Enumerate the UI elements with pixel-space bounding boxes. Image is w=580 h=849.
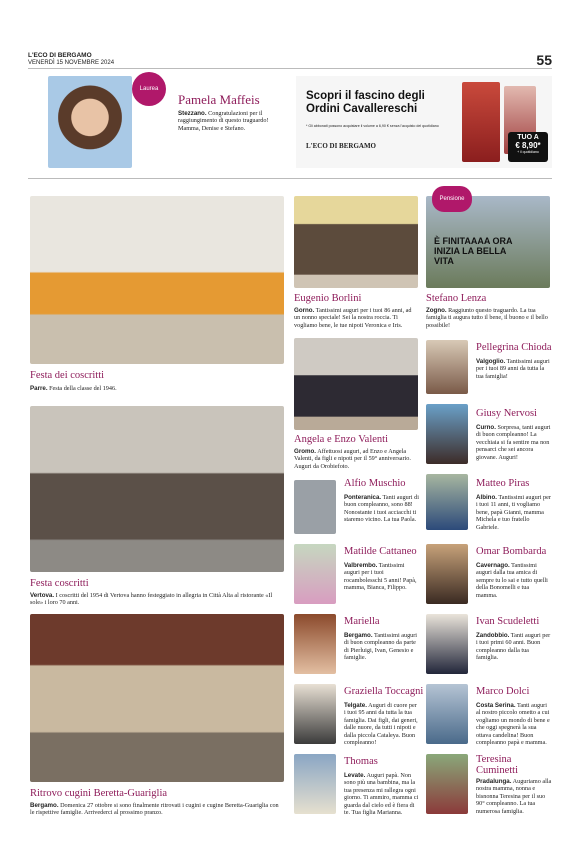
right-small-0-town: Valgoglio. <box>476 358 506 365</box>
dolci-photo <box>426 684 468 744</box>
right-small-3-town: Cavernago. <box>476 562 510 569</box>
left-item-0-name: Festa dei coscritti <box>30 370 105 381</box>
piras-photo <box>426 474 468 530</box>
left-item-1-text <box>30 592 284 607</box>
right-small-2-name: Matteo Piras <box>476 478 530 489</box>
right-small-5-town: Costa Serina. <box>476 702 516 709</box>
right-small-4-town: Zandobbio. <box>476 632 510 639</box>
left-item-2-name: Ritrovo cugini Beretta-Guariglia <box>30 788 168 799</box>
mid-item-1-town: Gromo. <box>294 448 317 455</box>
laurea-badge-label: Laurea <box>139 86 159 92</box>
mid-small-1-text <box>344 562 420 592</box>
lenza-body: Raggiunto questo traguardo. La tua famiglia ti augura tutto il bene, il buono e il bello possibile! <box>426 307 548 329</box>
lenza-text <box>426 307 550 329</box>
pensione-badge-label: Pensione <box>439 196 465 202</box>
price-badge <box>508 132 548 162</box>
mid-small-4-text <box>344 772 420 816</box>
nervosi-photo <box>426 404 468 464</box>
price-note: + il quotidiano <box>517 150 539 154</box>
price-value: € 8,90* <box>515 141 541 150</box>
valenti-photo <box>294 338 418 430</box>
thomas-photo <box>294 754 336 814</box>
section-rule <box>28 178 552 179</box>
ad-title: Scopri il fascino degli Ordini Cavallereschi <box>306 90 425 115</box>
right-small-3-name: Omar Bombarda <box>476 546 547 557</box>
right-small-3-text <box>476 562 552 599</box>
mid-small-4-name: Thomas <box>344 756 378 767</box>
mid-small-2-town: Bergamo. <box>344 632 373 639</box>
chioda-photo <box>426 340 468 394</box>
right-small-6-text <box>476 778 552 815</box>
graduate-message <box>178 110 282 132</box>
left-item-0-town: Parre. <box>30 385 48 392</box>
graduate-name: Pamela Maffeis <box>178 92 260 107</box>
right-small-6-town: Pradalunga. <box>476 778 512 785</box>
cugini-photo <box>30 614 284 782</box>
mid-item-0-body: Tantissimi auguri per i tuoi 86 anni, ad un nonno speciale! Sei la nostra roccia. Ti vogliamo bene, le tue nipoti Veronica e Iris. <box>294 307 412 329</box>
left-item-0-text <box>30 385 284 392</box>
cuminetti-photo <box>426 754 468 814</box>
books-ad[interactable] <box>296 76 552 168</box>
right-small-3-body: Tantissimi auguri dalla tua amica di sempre tu lo sai e tutto quelli della Bonomelli e tua mamma. <box>476 562 548 599</box>
book-cover-1 <box>462 82 500 162</box>
right-small-0-text <box>476 358 552 380</box>
newspaper-name: L'ECO DI BERGAMO <box>28 52 92 59</box>
right-small-4-body: Tanti auguri per i tuoi primi 60 anni. Buon compleanno dalla tua famiglia. <box>476 632 551 662</box>
pensione-badge <box>432 186 472 212</box>
right-small-4-name: Ivan Scudeletti <box>476 616 540 627</box>
mid-item-0-town: Gorno. <box>294 307 315 314</box>
mid-small-3-body: Auguri di cuore per i tuoi 95 anni da tutta la tua famiglia. Dai figli, dai generi, dalle nuore, da tutti i nipoti e dalla piccola Cataleya. Buon compleanno! <box>344 702 418 747</box>
right-small-5-body: Tanti auguri al nostro piccolo ometto a cui vogliamo un mondo di bene e che oggi spegnerà la sua ottava candelina! Buon compleanno papà e mamma. <box>476 702 550 747</box>
muschio-photo <box>294 480 336 534</box>
mid-item-1-body: Affettuosi auguri, ad Enzo e Angela Valenti, da figli e nipoti per il 59° anniversario. Auguri da Orobiefoto. <box>294 448 411 470</box>
right-small-2-text <box>476 494 552 531</box>
right-small-1-body: Sorpresa, tanti auguri di buon compleanno! La vecchiaia si fa sentire ma non pensarci che sei ancora giovane. Auguri! <box>476 424 551 461</box>
mid-small-1-body: Tantissimi auguri per i tuoi rocambolesschi 5 anni! Papà, mamma, Bianca, Filippo. <box>344 562 417 592</box>
right-small-1-town: Curno. <box>476 424 496 431</box>
mid-small-3-town: Telgate. <box>344 702 367 709</box>
coscritti-vertova-photo <box>30 406 284 572</box>
mid-small-1-town: Valbrembo. <box>344 562 378 569</box>
mid-small-0-name: Alfio Muschio <box>344 478 406 489</box>
lenza-name: Stefano Lenza <box>426 293 487 304</box>
left-item-2-text <box>30 802 284 817</box>
right-small-0-name: Pellegrina Chioda <box>476 342 552 353</box>
mariella-photo <box>294 614 336 674</box>
right-small-6-name: Teresina Cuminetti <box>476 754 518 776</box>
left-item-1-town: Vertova. <box>30 592 55 599</box>
mid-small-3-text <box>344 702 420 746</box>
mid-small-1-name: Matilde Cattaneo <box>344 546 417 557</box>
right-small-0-body: Tantissimi auguri per i tuoi 89 anni da tutta la tua famiglia! <box>476 358 550 380</box>
toccagni-photo <box>294 684 336 744</box>
mid-small-0-town: Ponteranica. <box>344 494 382 501</box>
lenza-town: Zogno. <box>426 307 447 314</box>
price-prefix: TUO A <box>517 134 539 141</box>
mid-small-2-body: Tantissimi auguri di buon compleanno da parte di Pierluigi, Ivan, Genesio e famiglie. <box>344 632 418 662</box>
coscritti-parre-photo <box>30 196 284 364</box>
scudeletti-photo <box>426 614 468 674</box>
laurea-badge <box>132 72 166 106</box>
issue-date: VENERDÌ 15 NOVEMBRE 2024 <box>28 60 115 66</box>
left-item-1-name: Festa coscritti <box>30 578 89 589</box>
mid-item-1-name: Angela e Enzo Valenti <box>294 434 388 445</box>
right-small-1-name: Giusy Nervosi <box>476 408 537 419</box>
mid-small-2-text <box>344 632 420 662</box>
mid-small-3-name: Graziella Toccagni <box>344 686 424 697</box>
mid-small-2-name: Mariella <box>344 616 380 627</box>
graduate-town: Stezzano. <box>178 110 207 117</box>
right-small-6-body: Auguriamo alla nostra mamma, nonna e bisnonna Teresina per il suo 90° compleanno. La tua numerosa famiglia. <box>476 778 552 815</box>
masthead <box>28 52 114 67</box>
right-small-5-name: Marco Dolci <box>476 686 530 697</box>
mid-item-0-text <box>294 307 418 329</box>
page-number: 55 <box>536 52 552 68</box>
right-small-2-town: Albino. <box>476 494 497 501</box>
mid-small-4-body: Auguri papà. Non sono più una bambina, ma la tua presenza mi rallegra ogni giorno. Ti ammiro, mamma ci guarda dal cielo ed è fiera di te. Tua figlia Marianna. <box>344 772 419 817</box>
borlini-photo <box>294 196 418 288</box>
bombarda-photo <box>426 544 468 604</box>
mid-item-0-name: Eugenio Borlini <box>294 293 362 304</box>
left-item-2-body: Domenica 27 ottobre si sono finalmente ritrovati i cugini e cugine Beretta-Guariglia con le rispettive famiglie. Arrivederci al prossimo pranzo. <box>30 802 279 817</box>
left-item-1-body: I coscritti del 1954 di Vertova hanno festeggiato in allegria in Città Alta al ristorante «Il sole» i loro 70 anni. <box>30 592 273 607</box>
mid-small-0-text <box>344 494 420 524</box>
right-small-4-text <box>476 632 552 662</box>
graduate-photo <box>48 76 132 168</box>
right-small-2-body: Tantissimi auguri per i tuoi 11 anni, ti vogliamo bene, papà Gianni, mamma Michela e tuo fratello Gabriele. <box>476 494 551 531</box>
right-small-1-text <box>476 424 552 461</box>
graduate-text: Congratulazioni per il raggiungimento di questo traguardo! Mamma, Denise e Stefano. <box>178 110 269 132</box>
cattaneo-photo <box>294 544 336 604</box>
ad-fine-print: * Gli abbonati possono acquistare il volume a 6,90 € senza l'acquisto del quotidiano <box>306 124 439 128</box>
mid-item-1-text <box>294 448 418 470</box>
left-item-2-town: Bergamo. <box>30 802 59 809</box>
right-small-5-text <box>476 702 552 746</box>
ad-brand: L'ECO DI BERGAMO <box>306 142 377 150</box>
header-rule <box>28 68 552 69</box>
left-item-0-body: Festa della classe del 1946. <box>49 385 117 392</box>
retirement-sign: È FINITAAAA ORA INIZIA LA BELLA VITA <box>434 236 513 266</box>
mid-small-0-body: Tanti auguri di buon compleanno, sono 88! Nonostante i tuoi acciacchi ti staremo vicino. La tua Paola. <box>344 494 419 524</box>
mid-small-4-town: Levate. <box>344 772 366 779</box>
